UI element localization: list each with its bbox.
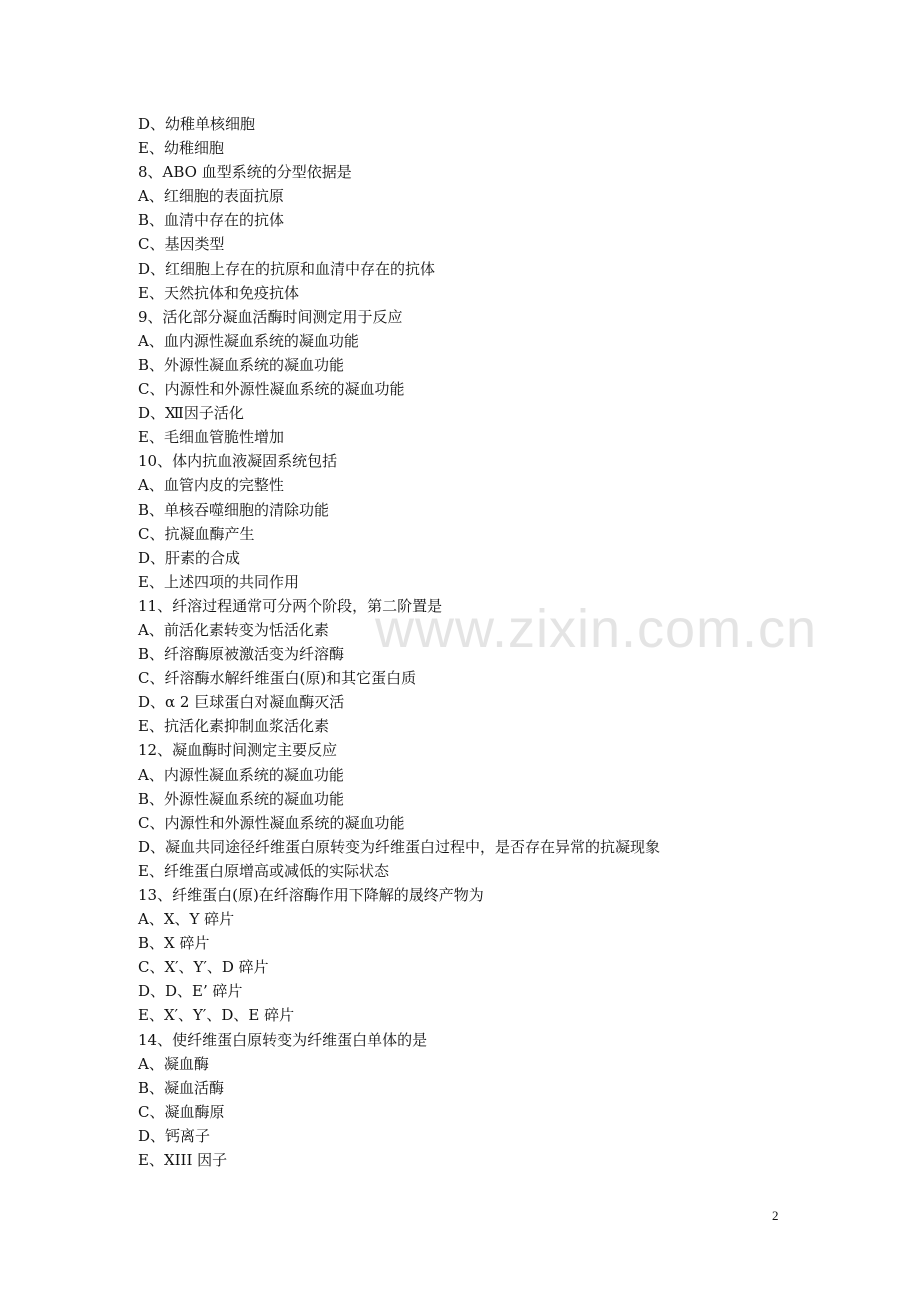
text-line: C、纤溶酶水解纤维蛋白(原)和其它蛋白质 [138,669,417,688]
text-line: 13、纤维蛋白(原)在纤溶酶作用下降解的晟终产物为 [138,886,484,904]
text-line: 12、凝血酶时间测定主要反应 [138,741,338,760]
text-line: D、α 2 巨球蛋白对凝血酶灭活 [138,693,345,712]
text-line: E、上述四项的共同作用 [138,572,299,591]
text-line: 11、纤溶过程通常可分两个阶段，第二阶置是 [138,596,443,615]
text-line: C、凝血酶原 [138,1102,225,1121]
text-line: E、幼稚细胞 [138,139,224,158]
text-line: 8、ABO 血型系统的分型依据是 [138,163,352,182]
text-line: B、纤溶酶原被激活变为纤溶酶 [138,645,345,664]
text-line: B、外源性凝血系统的凝血功能 [138,789,345,808]
text-line: C、X′、Y′、D 碎片 [138,958,269,977]
text-line: B、血清中存在的抗体 [138,211,285,230]
text-line: C、基因类型 [138,235,225,254]
text-line: 10、体内抗血液凝固系统包括 [138,452,338,471]
text-line: E、XIII 因子 [138,1151,228,1170]
text-line: E、毛细血管脆性增加 [138,428,284,447]
text-line: B、凝血活酶 [138,1078,225,1097]
page-number: 2 [772,1208,779,1223]
text-line: A、血管内皮的完整性 [138,476,284,495]
text-line: D、肝素的合成 [138,548,241,567]
text-line: C、内源性和外源性凝血系统的凝血功能 [138,380,405,399]
text-line: D、钙离子 [138,1126,211,1145]
text-line: B、外源性凝血系统的凝血功能 [138,355,345,374]
text-line: D、D、E’ 碎片 [138,982,243,1001]
watermark: www.zixin.com.cn [375,599,818,659]
text-line: A、内源性凝血系统的凝血功能 [138,765,344,784]
text-line: A、血内源性凝血系统的凝血功能 [138,331,359,350]
text-line: E、天然抗体和免疫抗体 [138,283,299,302]
text-line: 9、活化部分凝血活酶时间测定用于反应 [138,307,403,326]
text-line: A、红细胞的表面抗原 [138,187,284,206]
text-line: B、单核吞噬细胞的清除功能 [138,500,330,519]
text-line: E、X′、Y′、D、E 碎片 [138,1006,295,1025]
text-line: 14、使纤维蛋白原转变为纤维蛋白单体的是 [138,1030,428,1049]
text-line: D、红细胞上存在的抗原和血清中存在的抗体 [138,259,436,278]
text-line: D、凝血共同途径纤维蛋白原转变为纤维蛋白过程中，是否存在异常的抗凝现象 [138,837,661,856]
text-line: A、前活化素转变为恬活化素 [138,620,329,639]
text-line: C、抗凝血酶产生 [138,524,255,543]
text-line: B、X 碎片 [138,934,210,953]
text-line: D、幼稚单核细胞 [138,115,256,133]
text-line: E、抗活化素抑制血浆活化素 [138,717,329,736]
text-line: D、Ⅻ因子活化 [138,404,244,423]
text-line: C、内源性和外源性凝血系统的凝血功能 [138,813,405,832]
text-line: A、凝血酶 [138,1054,209,1073]
text-line: A、X、Y 碎片 [138,910,235,929]
text-line: E、纤维蛋白原增高或减低的实际状态 [138,861,389,880]
